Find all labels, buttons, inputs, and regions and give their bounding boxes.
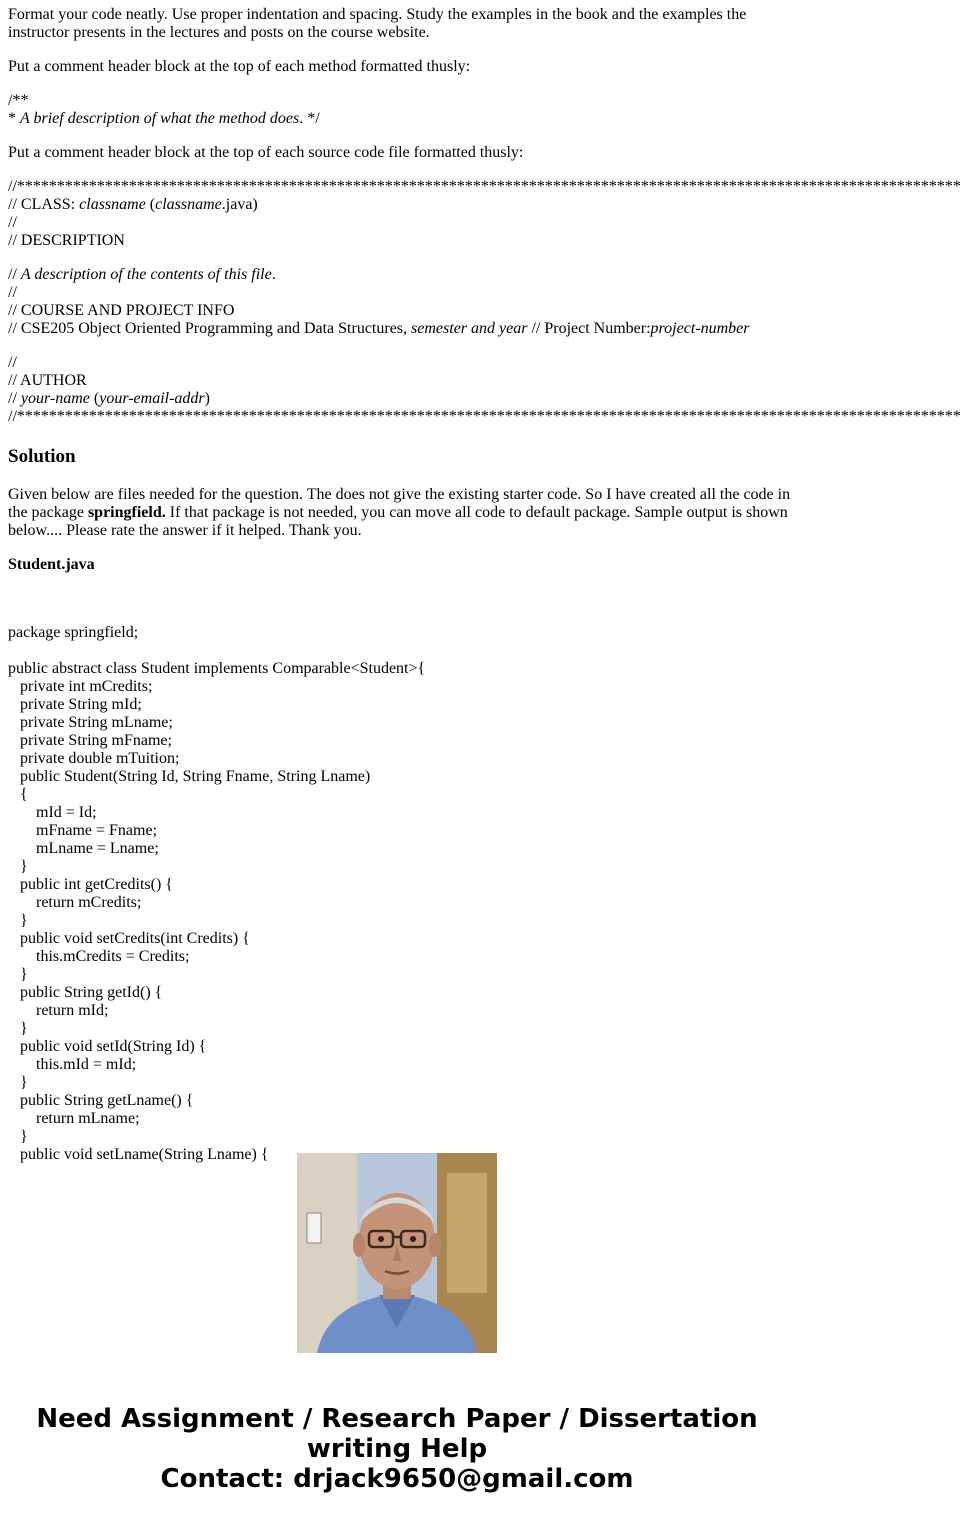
code-line: private String mLname; [8, 714, 173, 731]
code-line: } [8, 1020, 28, 1037]
banner-line-3: Contact: drjack9650@gmail.com [160, 1464, 634, 1494]
code-line: private int mCredits; [8, 678, 153, 695]
code-line [8, 642, 794, 660]
desc-suffix: . [271, 266, 276, 283]
code-line: mFname = Fname; [8, 822, 158, 839]
intro-paragraph-formatting: Format your code neatly. Use proper indentation and spacing. Study the examples in the book and the examples the instructor presents in the lectures and posts on the course website. [8, 6, 747, 41]
author-email: your-email-addr [99, 390, 205, 407]
code-line: return mId; [8, 1002, 109, 1019]
project-prefix: // Project Number: [527, 320, 651, 337]
code-line: public int getCredits() { [8, 876, 173, 893]
author-label: // AUTHOR [8, 372, 87, 389]
method-comment-close: . */ [299, 110, 320, 127]
method-comment-desc: A brief description of what the method does [20, 110, 300, 127]
package-name: springfield. [87, 504, 166, 521]
solution-text-before: Given below are files needed for the question. The does not give the existing starter code. So I have created all the code in the package [8, 486, 791, 521]
code-line: public String getId() { [8, 984, 163, 1001]
banner-line-1: Need Assignment / Research Paper / Dissertation [36, 1404, 758, 1434]
code-line: public void setCredits(int Credits) { [8, 930, 250, 947]
code-line: mLname = Lname; [8, 840, 159, 857]
course-prefix: // CSE205 Object Oriented Programming and Data Structures, [8, 320, 412, 337]
semester-text: semester and year [411, 320, 528, 337]
solution-paragraph [8, 486, 794, 540]
class-paren: ( [145, 196, 156, 213]
code-line: } [8, 912, 28, 929]
document-body [8, 6, 961, 590]
avatar-photo-icon [297, 1153, 497, 1353]
project-number-text: project-number [650, 320, 750, 337]
code-line: } [8, 966, 28, 983]
banner-line-2: writing Help [306, 1434, 488, 1464]
code-line: this.mCredits = Credits; [8, 948, 190, 965]
solution-text-after: If that package is not needed, you can move all code to default package. Sample output is shown below.... Please rate the answer if it helped. Thank you. [8, 504, 788, 539]
code-line: public abstract class Student implements Comparable<Student>{ [8, 660, 426, 677]
classname-text-2: classname [155, 196, 222, 213]
file-header-block-bottom [8, 266, 961, 426]
file-header-block-top [8, 178, 961, 250]
method-comment-block [8, 92, 794, 128]
code-line: public void setId(String Id) { [8, 1038, 207, 1055]
code-line: private String mFname; [8, 732, 172, 749]
classname-text: classname [79, 196, 146, 213]
solution-heading: Solution [8, 446, 76, 467]
intro-paragraph-method-header: Put a comment header block at the top of each method formatted thusly: [8, 58, 471, 75]
code-line: mId = Id; [8, 804, 97, 821]
desc-text: A description of the contents of this file [20, 266, 272, 283]
slash-line-1: // [8, 214, 17, 231]
class-prefix: // CLASS: [8, 196, 80, 213]
java-suffix: .java) [221, 196, 258, 213]
course-line [8, 320, 794, 338]
description-line [8, 266, 794, 284]
code-listing [8, 624, 794, 1163]
slash-line-3: // [8, 354, 17, 371]
method-comment-open: /** [8, 92, 29, 109]
code-line: return mLname; [8, 1110, 140, 1127]
author-avatar [297, 1153, 497, 1353]
author-prefix: // [8, 390, 21, 407]
author-name: your-name [20, 390, 90, 407]
author-open: ( [89, 390, 100, 407]
code-line: } [8, 858, 28, 875]
code-line: public String getLname() { [8, 1092, 194, 1109]
author-line [8, 390, 794, 408]
code-line: return mCredits; [8, 894, 142, 911]
course-label: // COURSE AND PROJECT INFO [8, 302, 235, 319]
slash-line-2: // [8, 284, 17, 301]
class-line [8, 196, 794, 214]
file-name-heading: Student.java [8, 556, 95, 573]
code-line: public void setLname(String Lname) { [8, 1146, 269, 1163]
code-line: package springfield; [8, 624, 139, 641]
code-line: this.mId = mId; [8, 1056, 137, 1073]
stars-line-top: //********************************************************************************************************************** [8, 178, 961, 195]
code-line: { [8, 786, 28, 803]
code-line: } [8, 1074, 28, 1091]
code-line: } [8, 1128, 28, 1145]
code-line: private double mTuition; [8, 750, 180, 767]
method-comment-star: * [8, 110, 20, 127]
contact-banner [0, 1404, 794, 1494]
code-line: public Student(String Id, String Fname, String Lname) [8, 768, 371, 785]
intro-paragraph-file-header: Put a comment header block at the top of each source code file formatted thusly: [8, 144, 524, 161]
description-label: // DESCRIPTION [8, 232, 125, 249]
stars-line-bottom: //********************************************************************************************************************** [8, 408, 961, 425]
desc-prefix: // [8, 266, 21, 283]
code-line: private String mId; [8, 696, 142, 713]
author-close: ) [204, 390, 210, 407]
